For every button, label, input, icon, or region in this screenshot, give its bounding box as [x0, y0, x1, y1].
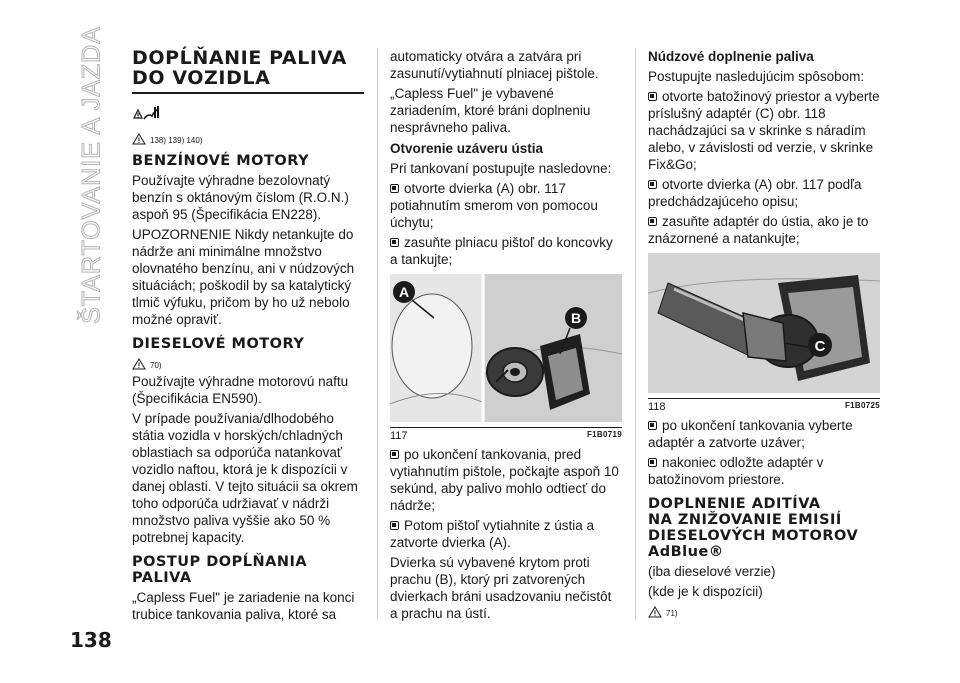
bullet-icon — [648, 421, 657, 430]
subsection-title-line: DIESELOVÝCH MOTOROV — [648, 528, 859, 544]
side-chapter-tab — [62, 26, 122, 324]
subsection-title-line: DOPLNENIE ADITÍVA — [648, 496, 821, 512]
page-number: 138 — [70, 628, 112, 652]
warning-refs — [648, 602, 880, 618]
section-title-line: DO VOZIDLA — [132, 67, 271, 89]
bullet-icon — [390, 238, 399, 247]
figure-caption — [648, 401, 880, 413]
subsection-title-line: POSTUP DOPĹŇANIA — [132, 554, 308, 570]
figure-caption — [390, 430, 622, 442]
section-title-line: DOPĹŇANIE PALIVA — [132, 47, 347, 69]
paragraph: „Capless Fuel" je vybavené zariadením, ktoré bráni doplneniu nesprávneho paliva. — [390, 86, 591, 135]
subsection-title: BENZÍNOVÉ MOTORY — [132, 153, 310, 169]
paragraph: Dvierka sú vybavené krytom proti prachu (B), ktorý pri zatvorených dvierkach bráni usadzovaniu nečistôt a prachu na ústí. — [390, 555, 612, 621]
figure-number: 118 — [648, 401, 666, 413]
column-2 — [390, 48, 622, 622]
bullet-item — [648, 454, 880, 488]
bullet-icon — [390, 450, 399, 459]
paragraph: (iba dieselové verzie) — [648, 564, 776, 579]
paragraph: (kde je k dispozícii) — [648, 584, 763, 599]
bullet-text: nakoniec odložte adaptér v batožinovom priestore. — [648, 455, 824, 487]
warning-icon — [132, 133, 146, 145]
callout-label-a: A — [398, 284, 410, 300]
paragraph: Používajte výhradne bezolovnatý benzín s oktánovým číslom (R.O.N.) aspoň 95 (Špecifikácia EN228). — [132, 173, 349, 222]
bullet-text: po ukončení tankovania vyberte adaptér a zatvorte uzáver; — [648, 418, 853, 450]
fuel-type-icon — [132, 104, 162, 122]
paragraph: UPOZORNENIE Nikdy netankujte do nádrže ani minimálne množstvo olovnatého benzínu, ani v núdzových situáciách; poškodil by sa katalytický tlmič výfuku, pričom by ho už nebolo možné opraviť. — [132, 227, 355, 327]
title-underline — [132, 92, 364, 94]
warning-icon — [648, 606, 662, 618]
callout-label-c: C — [814, 338, 826, 355]
bullet-icon — [390, 521, 399, 530]
warning-icon — [132, 358, 146, 370]
subsection-title-line: NA ZNIŽOVANIE EMISIÍ — [648, 512, 842, 528]
figure-117 — [390, 274, 622, 428]
refs-text: 138) 139) 140) — [150, 136, 203, 145]
bullet-item — [648, 88, 880, 173]
warning-refs — [132, 129, 364, 145]
column-divider — [377, 48, 378, 620]
subsection-title-line: AdBlue® — [648, 544, 724, 560]
bullet-item — [648, 176, 880, 210]
subsection-title — [132, 554, 364, 586]
bullet-icon — [648, 180, 657, 189]
bullet-text: otvorte batožinový priestor a vyberte príslušný adaptér (C) obr. 118 nachádzajúci sa v skrinke s náradím alebo, v závislosti od verzie, v skrinke Fix&Go; — [648, 89, 880, 172]
bullet-text: zasuňte plniacu pištoľ do koncovky a tankujte; — [390, 235, 613, 267]
column-1 — [132, 48, 364, 623]
bullet-text: otvorte dvierka (A) obr. 117 potiahnutím smerom von pomocou úchytu; — [390, 181, 598, 230]
bullet-icon — [390, 184, 399, 193]
paragraph: „Capless Fuel" je zariadenie na konci trubice tankovania paliva, ktoré sa — [132, 590, 355, 622]
bullet-icon — [648, 458, 657, 467]
bullet-text: zasuňte adaptér do ústia, ako je to znázornené a natankujte; — [648, 214, 869, 246]
bullet-icon — [648, 217, 657, 226]
callout-label-b: B — [570, 310, 582, 326]
subsection-title: DIESELOVÉ MOTORY — [132, 336, 305, 352]
warning-refs — [132, 354, 364, 370]
bullet-item — [648, 213, 880, 247]
column-3 — [648, 48, 880, 618]
fuel-door-illustration — [390, 274, 622, 422]
figure-code: F1B0719 — [586, 430, 622, 439]
bullet-item — [390, 446, 622, 514]
refs-text: 70) — [150, 361, 162, 370]
paragraph: Postupujte nasledujúcim spôsobom: — [648, 69, 865, 84]
bullet-text: otvorte dvierka (A) obr. 117 podľa predchádzajúceho opisu; — [648, 177, 862, 209]
subsection-heading: Otvorenie uzáveru ústia — [390, 141, 544, 156]
paragraph: automaticky otvára a zatvára pri zasunutí/vytiahnutí plniacej pištole. — [390, 49, 599, 81]
bullet-icon — [648, 92, 657, 101]
paragraph: Pri tankovaní postupujte nasledovne: — [390, 161, 612, 176]
side-chapter-label: ŠTARTOVANIE A JAZDA — [77, 26, 106, 324]
bullet-item — [390, 180, 622, 231]
subsection-title — [648, 496, 880, 560]
column-divider — [635, 48, 636, 620]
section-title — [132, 48, 364, 88]
paragraph: Používajte výhradne motorovú naftu (Špecifikácia EN590). — [132, 374, 349, 406]
bullet-item — [648, 417, 880, 451]
subsection-heading: Núdzové doplnenie paliva — [648, 49, 814, 64]
figure-code: F1B0725 — [844, 401, 880, 410]
refs-text: 71) — [666, 609, 678, 618]
bullet-text: po ukončení tankovania, pred vytiahnutím pištole, počkajte aspoň 10 sekúnd, aby palivo mohlo odtiecť do nádrže; — [390, 447, 619, 513]
bullet-item — [390, 517, 622, 551]
subsection-title-line: PALIVA — [132, 570, 192, 586]
figure-118 — [648, 253, 880, 399]
bullet-text: Potom pištoľ vytiahnite z ústia a zatvorte dvierka (A). — [390, 518, 595, 550]
adapter-illustration — [648, 253, 880, 393]
figure-number: 117 — [390, 430, 408, 442]
bullet-item — [390, 234, 622, 268]
paragraph: V prípade používania/dlhodobého státia vozidla v horských/chladných oblastiach sa odporúča natankovať vozidlo naftou, ktorá je k dispozícii v danej oblasti. V tejto situácii sa okrem toho odporúča udržiavať v nádrži množstvo paliva vyššie ako 50 % potrebnej kapacity. — [132, 411, 358, 545]
